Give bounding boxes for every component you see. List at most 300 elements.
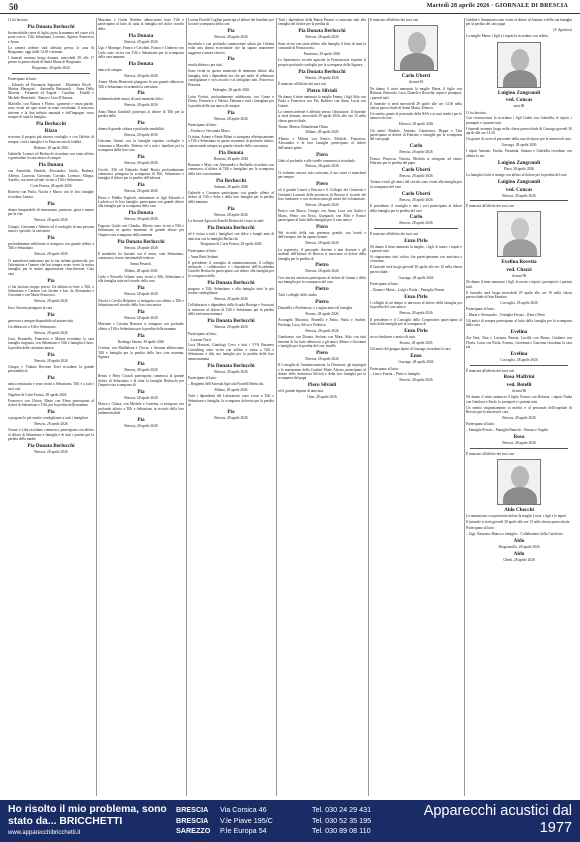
- deceased-name: Pia Donata Berlucchi: [117, 238, 165, 245]
- dateline: Brescia, 28 aprile 2026: [34, 218, 68, 223]
- deceased-name: Pietro: [315, 286, 329, 293]
- notice-text: Cristina, Ariano e Fanie Bilani si stringono affettuosamente a Tilli e Sebastiano in questo momento di profondo dolore, conservando sempre un grande ricordo della cara amica: [188, 134, 274, 148]
- notice-text: Uniti al profondo e alle sorelle commossi a ricordarlo.: [278, 158, 356, 163]
- notice-text: Galdeni e Annamaria sono vicini al dolore di Antonio e della sua famiglia per la perdita del caro papà: [466, 18, 572, 27]
- dateline: Gussago, 28 aprile 2026: [398, 275, 434, 280]
- deceased-name: Pia: [227, 109, 235, 116]
- dateline: Brescia, 28 aprile 2026: [34, 330, 68, 335]
- dateline: Brescia, 28 aprile 2026: [214, 35, 248, 40]
- notice-text: Tutti i dipendenti della Banca Passini si uniscono tutti alla famiglia nel dolore per la perdita di: [278, 18, 366, 27]
- deceased-name: Pia Donata Berlucchi: [298, 68, 346, 75]
- notice-text: I funerali avranno luogo nella chiesa parrocchiale di Gussago giovedì 30 aprile alle ore 14.30.: [466, 126, 572, 136]
- notice-text: – Gigi, Nazzaria, Bianca e famiglia – Collaboratori della Cartoleria: [466, 531, 563, 536]
- deceased-name: Pia Donata Berlucchi: [27, 23, 75, 30]
- location-phone: Tel. 030 24 29 431: [312, 805, 372, 814]
- notice-divider: [470, 365, 568, 366]
- notice-text: Giacomo Girasti con la famiglia esprime cordoglio e vicinanza a Marcello, Roberta ed a tutti i familiari per la scomparsa della loro cara: [98, 139, 184, 153]
- notice-text: Un grazie di cuore al personale della casa di riposo per le amorevoli cure.: [466, 137, 572, 142]
- dateline: Brescia, 28 aprile 2026: [399, 174, 433, 178]
- notice-text: Zia Vera, Tina e Luciana, Renata, Lucilla con Bruno, Giuliano con Flavia, Luisa con Paola, Ernesto, Giovanna e Giacomo ricordano la cara zia: [466, 336, 572, 350]
- notice-text: Ne danno il triste annuncio la moglie Emma, i figli Aldo con Paola e Francesca con Pio, Roberto con Anna, Lucia con Gianni.: [278, 95, 366, 108]
- dateline: Brescia, 28 aprile 2026: [124, 424, 158, 429]
- dateline: anni 86: [513, 104, 525, 109]
- deceased-name: Rosa Malfrini: [503, 374, 535, 381]
- notice-text: Nicola e Cecilia Belpietro si stringono con affetto a Tilli e Sebastiano nel ricordo della loro cara amica: [98, 298, 184, 308]
- dateline: Milano, 28 aprile 2026: [214, 387, 248, 392]
- notice-text: – Edoardo ed Emanuela Signorini · Elisabetta Nicoli · Marina Meregotti · Antonella Bertazzoli · Anna Della Moretta · Fernando ed Angela · Carolina · Fratelli e Michele Bianchetti · Renzo e Lina D'Antona: [8, 82, 94, 100]
- obituary-column-5: [370, 18, 462, 796]
- deceased-name: Pietro Silvioli: [306, 88, 338, 95]
- deceased-name: Pia: [137, 332, 145, 339]
- deceased-name: Pia: [47, 311, 55, 318]
- dateline: Brescia, 28 aprile 2026: [502, 441, 536, 446]
- notice-text: ricevano il proprio più sincero cordoglio e con l'affetto di sempre, con la famiglia e la Franciacorta di fedeltà.: [8, 135, 94, 144]
- deceased-name: Pia Donata Berlucchi: [207, 362, 255, 369]
- notice-text: – Anna Berti Sedinei: [188, 254, 219, 259]
- deceased-name: Pia Donata: [128, 60, 154, 67]
- notice-text: Partecipano al lutto:: [188, 375, 217, 380]
- location-city: BRESCIA: [176, 805, 209, 814]
- notice-text: Romano e Mary con Alessandro e Raffaella ricordano con commosso il dolore di Tilli e famigliari per la scomparsa della loro cara mamma: [188, 162, 274, 176]
- notice-text: Partecipano al lutto:: [188, 248, 217, 253]
- ad-headline: Apparecchi acustici dal 1977: [423, 803, 572, 836]
- location-phone: Tel. 030 52 35 195: [312, 815, 372, 825]
- dateline: Brescia, 28 aprile 2026: [34, 421, 68, 426]
- deceased-name: Evelina: [510, 351, 528, 358]
- notice-text: – Lino e Fausta – Pietro e famiglia: [370, 372, 420, 377]
- notice-text: I funerali avranno luogo domani, mercoledì 29, alle 17 presso la parrocchiale di Santa Maria di Borgonato.: [8, 55, 94, 65]
- obituary-column-2: [98, 18, 184, 796]
- deceased-name: Aldo: [513, 551, 525, 557]
- notice-text: La Società Agricola Fratelli Berlucchi e tutto lo staff: [188, 219, 264, 224]
- notice-text: Partecipano al lutto:: [8, 76, 37, 81]
- dateline: Brescia, 28 aprile 2026: [124, 133, 158, 137]
- notice-text: È mancata all'affetto dei suoi cari: [466, 203, 514, 208]
- dateline: Annia Pesaroti.: [129, 262, 153, 267]
- dateline: Gussago, 28 aprile 2026: [501, 142, 537, 147]
- dateline: Brescia, 28 aprile 2026: [124, 103, 158, 108]
- dateline: Brescia, 28 aprile 2026: [214, 325, 248, 330]
- deceased-name: Pia: [137, 309, 145, 316]
- dateline: Brescia, 28 aprile 2026: [502, 415, 536, 420]
- dateline: di anni 98: [511, 273, 527, 278]
- notice-text: donna insuperabile di entusiasmo, passione, gioia e amore per la vita.: [8, 207, 94, 217]
- obituary-column-4: [278, 18, 366, 796]
- notice-divider: [470, 448, 568, 449]
- dateline: Brescia, 28 aprile 2026: [305, 202, 339, 207]
- notice-text: Ci ha lasciato: [8, 18, 28, 22]
- notice-text: Carlo e Rossella Volante sono vicini a Tilli, Sebastiano e alla famiglia tutta nel ricordo della cara: [98, 275, 184, 284]
- dateline: Brescia, 28 aprile 2026: [305, 328, 339, 333]
- deceased-name: Piero: [316, 151, 328, 158]
- notice-text: È mancato all'affetto dei suoi cari: [370, 231, 419, 236]
- notice-text: Con riconoscenza lo ricordano i figli Giulio con Gabriella, le nipoti, i pronipoti e i parenti tutti.: [466, 116, 572, 125]
- deceased-name: Pia: [137, 360, 145, 367]
- deceased-name: Pia: [47, 234, 55, 241]
- notice-text: Aimee Maria Benavarti piangono la sua grande abbraccio Tilli e Sebastiano ricordando la carissima: [98, 80, 184, 89]
- notice-text: Incredula e con profonda commozione saluta per l'ultima volta una donna eccezionale che ha saputo mantenere saggezza e amore sincero.: [188, 41, 274, 55]
- notice-text: Tiziano e tutti gli amici del circolo sono vicini alla famiglia per la scomparsa del caro: [370, 180, 462, 189]
- location-city: BRESCIA: [176, 815, 209, 825]
- notice-text: Ugo e Monique, Franco e Cecchini, Franco e Umberto con Carlo sono vicini con Tilli e Sebastiano per la scomparsa della cara mamma: [98, 46, 184, 59]
- notice-text: socio fondatore e amico di tutti.: [370, 334, 416, 339]
- notice-text: Partecipano al lutto:: [370, 282, 399, 287]
- notice-text: Il Consiglio di Amministrazione, la Direzione, gli impiegati e le maestranze della Caudari Mode Alessio partecipano al dolore della dottoressa Silvioli e della loro famiglia per la scomparsa del papà: [278, 363, 366, 381]
- dateline: Coccaglio, 28 aprile 2026: [500, 300, 538, 305]
- deceased-name: Pia Donata: [38, 162, 64, 169]
- dateline: Bolzano, 28 aprile 2026: [33, 145, 69, 150]
- deceased-name: ved. Chezzi: [506, 266, 532, 273]
- notice-text: Partecipano al lutto:: [466, 525, 495, 530]
- notice-text: Sono vicini con tanto affetto alla famiglia il lutto di tutta la comunità di Franciacorta.: [278, 41, 366, 51]
- notice-text: ed il grande Lionel e Brescia e il Collegio dei Geometri e Geometri Laureati della provincia di Brescia il ricordo del loro fondatore, e con riconoscenza gli amici del volontariato.: [278, 188, 366, 201]
- notice-text: La camera ardente è allestita presso l'abitazione. Il funerale si terrà domani, mercoledì 29 aprile 2026, alle ore 15 nella chiesa parrocchiale.: [278, 109, 366, 123]
- deceased-name: Evelina Rovetta: [501, 259, 537, 266]
- deceased-name: Pia: [227, 28, 235, 35]
- notice-text: – Famiglia Ferrari – Famiglia Bianchi – Renato e Angela: [466, 428, 548, 433]
- deceased-name: Pia: [47, 200, 55, 207]
- notice-text: Cesare e Lilia ricordano commossi, partecipano con affetto al dolore di Sebastiano e famiglia e di tutti i parenti per la perdita della madre: [8, 428, 94, 441]
- notice-text: ci hai lasciato troppo presto. Un abbraccio forte a Tilli, a Sebastiano e Carmen con Jayden e Ian, da Alessandra e Giovanni e con Marie Francesco.: [8, 284, 94, 298]
- deceased-name: Enzo: [410, 353, 422, 360]
- notice-text: Il funerale si terrà mercoledì 29 aprile alle ore 14.30 nella chiesa parrocchiale di Santa Maria, Erbusco.: [370, 101, 462, 110]
- dateline: Salzano, 28 aprile 2026: [214, 184, 248, 189]
- notice-text: Il mandorlo ho lasciato ora il senso, veni Sebastiano, commosso, tesoro inestimabile tedesco.: [98, 251, 184, 261]
- notice-text: Il presidente e il Consiglio della Cooperativa partecipano al lutto della famiglia per la scomparsa di: [370, 317, 462, 327]
- dateline: Flero, 28 aprile 2026: [503, 166, 535, 171]
- deceased-name: Piero: [316, 181, 328, 188]
- notice-text: Massimo e Giulia Nember abbracciano forte Tilli e partecipano al lutto di tutta la famiglia nel dolce ricordo della: [98, 18, 184, 31]
- ad-url[interactable]: www.apparecchibricchetti.it: [8, 830, 81, 836]
- dateline: Milano, 28 aprile 2026: [305, 130, 339, 135]
- notice-text: Cristina, con Maddalena e Clocio, e Arianna abbracciano Tilli e famiglia per la perdita della loro cara mamma, Signora: [98, 346, 184, 359]
- notice-text: Ci ha lasciato.: [466, 110, 487, 115]
- dateline: Brescia, 28 aprile 2026: [214, 212, 248, 217]
- dateline: Brescia, 28 aprile 2026: [305, 356, 339, 361]
- dateline: Brescia, 28 aprile 2026: [305, 35, 339, 40]
- notice-text: Ne danno il triste annuncio la moglie, i figli, le nuore, i nipoti e i parenti tutti.: [370, 244, 462, 254]
- notice-text: Giorgio e Vidanta Bevione Terzi ricordano la grande personalità di: [8, 365, 94, 374]
- ad-location-row: [176, 805, 406, 816]
- deceased-name: ved. Concas: [505, 186, 533, 193]
- deceased-name: Pia: [137, 90, 145, 97]
- deceased-name: Carlo: [409, 143, 423, 150]
- column-rule: [368, 18, 369, 796]
- location-address: V.le Piave 195/C: [220, 815, 273, 825]
- deceased-name: Pia Berlucchi: [216, 177, 246, 184]
- deceased-name: Enzo Pirlo: [404, 237, 428, 244]
- notice-text: Donatella e Pieldonisio, e i cugini amici di famiglia.: [278, 306, 354, 311]
- notice-text: Partecipano al lutto:: [188, 123, 217, 127]
- notice-text: Francesco con Chiara, Mario con Elena partecipano al dolore di Sebastiano e Tilli, per la perdita della mamma: [8, 398, 94, 407]
- notice-text: ed è vicina a tutti i famigliari con dolce e lunghi anni di amicizia con la famiglia Berlucchi.: [188, 232, 274, 241]
- ad-message: Ho risolto il mio problema, sono stato da... BRICCHETTI: [8, 804, 167, 827]
- deceased-name: Pia: [137, 182, 145, 189]
- column-rule: [276, 18, 277, 796]
- notice-divider: [470, 200, 568, 201]
- dateline: di anni 94: [408, 80, 424, 85]
- notice-text: Il funerale avrà luogo giovedì 30 aprile alle ore 10 nella chiesa parrocchiale.: [370, 265, 462, 274]
- dateline: Brescia, 28 aprile 2026: [124, 245, 158, 250]
- location-address: Via Corsica 46: [220, 805, 267, 814]
- deceased-name: ved. Botelli: [506, 381, 532, 388]
- notice-text: Partecipano al lutto:: [370, 366, 399, 371]
- footer-advertisement[interactable]: [0, 800, 580, 842]
- obituary-column-3: [188, 18, 274, 796]
- deceased-name: Rizzo: [44, 128, 58, 135]
- portrait-photo: [497, 459, 541, 505]
- deceased-name: Carlo Uberti: [401, 190, 431, 197]
- notice-text: Anna Maria Gandolfi partecipa al dolore di Tilli per la perdita della: [98, 109, 184, 119]
- deceased-name: Pia: [47, 408, 55, 415]
- notice-text: I nipoti Antonio, Emilia, Fernanda, Simona e Gabriella ricordano con affetto lo zio: [466, 149, 572, 158]
- deceased-name: Evelina: [510, 329, 528, 336]
- notice-text: Il funerale avrà luogo mercoledì 29 aprile alle ore 10 nella chiesa parrocchiale di San Faustino.: [466, 290, 572, 299]
- notice-text: Ne danno il triste annuncio i figli, le nuore, i nipoti, i pronipoti e i parenti tutti.: [466, 280, 572, 289]
- notice-text: Pietro e Fiddlia Fogliotti, unitamente ai figli Edoardo e Ludovica e le loro famiglie, partecipano con grande dolore alla famiglia per la scomparsa della cara: [98, 195, 184, 209]
- deceased-name: Aldo Checchi: [504, 506, 534, 513]
- deceased-name: Pia Donata Berlucchi: [27, 442, 75, 449]
- notice-text: Gli amici Rinaldo, Antonio, Gianfranco, Beppe e Tina partecipano al dolore di Fabrizio e famiglie per la scomparsa del caro papà: [370, 128, 462, 142]
- dateline: Brescia, 28 aprile 2026: [124, 73, 158, 78]
- notice-text: Tutti i dipendenti del Laboratorio sono vicini a Tilli e Sebastiano e famiglia, la scomparsa dolorosa per la perdita di: [188, 394, 274, 407]
- deceased-name: Pietro: [315, 299, 329, 306]
- deceased-name: Carlo Uberti: [401, 73, 431, 80]
- dateline: Brescia, 28 aprile 2026: [399, 221, 433, 226]
- notice-text: – Maria e Alessandro – Famiglia Ferrari – Rina e Piero: [466, 313, 546, 318]
- notice-text: È mancato all'affetto dei suoi cari: [278, 82, 327, 87]
- deceased-name: Pia Donata Berlucchi: [207, 318, 255, 325]
- notice-text: profondamente addolorati si stringono con grande affetto a Tilli e Sebastiano.: [8, 241, 94, 251]
- dateline: Coccaglio, 28 aprile 2026: [500, 358, 538, 363]
- notice-text: Tutti i colleghi dello studio: [278, 293, 318, 298]
- notice-text: È mancata all'affetto dei suoi cari: [466, 368, 514, 373]
- deceased-name: Pia Donata Berlucchi: [207, 225, 255, 232]
- notice-text: Nel ricordo della sua presenza gentile, sua bontà e dell'esempio che ha saputo donare.: [278, 231, 366, 240]
- notice-text: Marco e Chiara, con Michele e Caterina, si stringono con profondo affetto a Tilli e Sebastiano in ricordo della loro indimenticabile: [98, 402, 184, 416]
- notice-text: Tirano, Matera, Bifanderma Olona: [278, 124, 328, 129]
- portrait-photo: [497, 42, 541, 88]
- notice-text: donna di grande cultura e profonda sensibilità.: [98, 127, 165, 132]
- dateline: di anni 86: [511, 388, 527, 393]
- notice-text: Partecipano al lutto:: [188, 331, 217, 336]
- notice-text: Ne danno il triste annuncio la moglie Maria, il figlio con Roberta, Bernardo, Luca, Daniele e Rossella, nipoti e pronipoti, i parenti tutti.: [370, 86, 462, 100]
- deceased-name: Pietro: [315, 262, 329, 269]
- deceased-name: Aldo: [513, 537, 525, 544]
- dateline: Brescia, 28 aprile 2026: [124, 396, 158, 401]
- page-number: 50: [9, 2, 18, 12]
- deceased-name: Pia Donata Berlucchi: [207, 279, 255, 286]
- notice-text: sentiti abbracci per tutti.: [188, 63, 223, 68]
- deceased-name: Pia: [137, 389, 145, 396]
- column-rule: [96, 18, 97, 796]
- deceased-name: Pia Berlucchi: [36, 120, 66, 127]
- deceased-name: Pia: [227, 205, 235, 212]
- dateline: Gussago, 28 aprile 2026: [398, 360, 434, 365]
- notice-text: Massimo e Cristina Bertozzi si stringono con profondo affetto a Tilli e Sebastiano per la perdita della mamma: [98, 322, 184, 331]
- location-city: SAREZZO: [176, 826, 211, 835]
- dateline: Ghedi, 28 aprile 2026: [503, 558, 535, 562]
- dateline: Brescia, 28 aprile 2026: [305, 241, 339, 246]
- notice-text: ed il grande legame di amicizia.: [278, 389, 324, 394]
- notice-text: Un sentito grazie al personale della RSA e ai suoi medici per le amorevoli cure.: [370, 111, 462, 121]
- quote-attribution: (S. Agostino): [553, 28, 572, 33]
- dateline: Brescia, 28 aprile 2026: [399, 197, 433, 202]
- dateline: Brescia, 28 aprile 2026: [214, 116, 248, 121]
- notice-text: Il funerale si terrà giovedì 30 aprile alle ore 15 nella chiesa parrocchiale.: [466, 519, 571, 524]
- notice-text: Nigoline di Corte Franca, 28 aprile 2026: [8, 392, 67, 397]
- notice-text: Marcello, con Bianca e Flavio, sgomenti e senza parole, sono vicini ad ogni nome in tanta ricordando il trascorso insieme e la Sua infinita umanità e dell'impegno verso sempre di tutta la famiglia.: [8, 101, 94, 119]
- deceased-name: Piero Silvioli: [307, 382, 337, 389]
- dateline: Brescia, 28 aprile 2026: [399, 311, 433, 316]
- notice-text: Lo Spaventoso società agricola in Franciacorta esprime il proprio profondo cordoglio per la scomparsa della Signora: [278, 58, 366, 67]
- notice-text: Enrico con Marco, Giorgio con Anna, Luca con Giulia e Marta, Pietro con Erica, Gianpaolo con Miri e Franco partecipano al lutto della famiglia per il caro amico: [278, 209, 366, 223]
- dateline: Corte Franca, 28 aprile 2026: [30, 184, 72, 189]
- notice-text: e porgono le più sentite condoglianze a tutti i famigliari.: [8, 415, 89, 420]
- notice-text: Alberto e Milena con Enrico, Michele, Francesca, Alessandra e le loro famiglie partecipano al dolore dell'amato padre.: [278, 136, 366, 150]
- dateline: Padenghe, 28 aprile 2026: [212, 88, 250, 93]
- notice-text: indimenticabile amica di tanti momenti felici.: [98, 97, 164, 102]
- dateline: Brescia, 28 aprile 2026: [124, 189, 158, 194]
- notice-text: La camera ardente sarà allestita presso la casa di Borgonato, oggi dalle 14.30 e domani.: [8, 45, 94, 55]
- notice-text: La famiglia Gatti si stringe con affetto al dolore per la perdita del caro: [466, 173, 567, 178]
- ad-location-row: [176, 816, 406, 827]
- deceased-name: Rosa: [513, 434, 525, 441]
- deceased-name: Pia: [47, 277, 55, 284]
- notice-text: Sono vicini in questo momento di immenso dolore alla famiglia, tutti i dipendenti ora che per molti di affettuose condoglianze e vivo ascolto e ai famigliari tutti. Francesco Pezzotta.: [188, 69, 274, 87]
- notice-text: generosa e sempre disponibile ad aiutare tutti.: [8, 318, 74, 323]
- dateline: Rovato, 28 aprile 2026: [399, 340, 433, 345]
- notice-divider: [374, 228, 458, 229]
- dateline: Rodengo Saiano, 28 aprile 2026: [117, 339, 165, 344]
- notice-text: Ina e Antonio piangono la cara: [8, 305, 53, 310]
- notice-text: Franco, Pinuccia, Vittoria, Michela si stringono ad amico Fabrizio per la perdita del papà: [370, 156, 462, 166]
- deceased-name: ved. Concas: [505, 97, 533, 104]
- dateline: Brescia, 28 aprile 2026: [214, 369, 248, 374]
- notice-text: Fagozzo Guido con Claudia, Alberto sono vicini a Tilli e Sebastiano in questo momento di grande dolore per l'improvvisa scomparsa della mamma: [98, 223, 184, 237]
- deceased-name: Piero: [316, 224, 328, 230]
- obituary-column-1: [8, 18, 94, 796]
- notice-text: – Teodoro e Giovanna Mossi: [188, 128, 230, 133]
- notice-text: Giorgio, Giovanna e Alberto ed il cordoglio di una persona unica e speciale, la carissima: [8, 224, 94, 233]
- deceased-name: Piero: [316, 349, 328, 356]
- dateline: Milano, 28 aprile 2026: [124, 268, 158, 273]
- column-rule: [464, 18, 465, 796]
- dateline: Brescia, 28 aprile 2026: [305, 164, 339, 169]
- notice-text: – Borghetti dell'Azienda Agricola Franelli Berlucchi.: [188, 381, 265, 386]
- dateline: Brescia, 28 aprile 2026: [34, 299, 68, 304]
- notice-text: Ci vedremo ancora, mio carissimo, il tuo cuore ci mancherà per sempre.: [278, 170, 366, 180]
- deceased-name: Pia: [227, 56, 235, 63]
- obituary-column-6: [466, 18, 572, 796]
- deceased-name: Carlo: [409, 214, 423, 221]
- notice-text: La moglie Maria, i figli e i nipoti lo ricordano con affetto.: [466, 34, 550, 39]
- dateline: Brescia, 28 aprile 2026: [305, 269, 339, 274]
- notice-text: Lo annunciano con profondo dolore la moglie Lucia, i figli e le nipoti.: [466, 513, 567, 518]
- deceased-name: Carlo Uberti: [401, 167, 431, 173]
- notice-text: porgono a Tilli, Sebastiano e alla famiglia tutte le più sentite condoglianze.: [188, 286, 274, 296]
- dateline: Brescia, 28 aprile 2026: [34, 358, 68, 363]
- notice-text: Partecipano al lutto:: [466, 307, 495, 312]
- notice-text: Gli amici di sempre partecipano al lutto della famiglia per la scomparsa della cara: [466, 319, 572, 328]
- dateline: Brescia, 28 aprile 2026: [214, 415, 248, 420]
- dateline: Bornato, 28 aprile 2026: [213, 156, 249, 161]
- notice-text: Partecipano al lutto:: [466, 422, 495, 427]
- deceased-name: Luigino Zangrandi: [497, 89, 541, 96]
- deceased-name: Pia: [137, 417, 145, 424]
- notice-text: Renzo e Betty Cossali partecipano commossi al grande dolore di Sebastiano e di tutta la famiglia Berlucchi per l'improvvisa scomparsa di: [98, 374, 184, 388]
- dateline: Brescia, 28 aprile 2026: [399, 378, 433, 383]
- location-phone: Tel. 030 89 08 110: [312, 826, 371, 835]
- dateline: Brescia, 28 aprile 2026: [124, 292, 158, 297]
- notice-text: Roberto con Paola, Nicola e Marco con le loro famiglie ricordano l'amica: [8, 190, 94, 199]
- portrait-photo: [497, 211, 541, 257]
- deceased-name: Pia Donata: [128, 32, 154, 39]
- deceased-name: Pia: [227, 408, 235, 415]
- dateline: Passirano, 28 aprile 2026: [303, 52, 341, 57]
- deceased-name: Enzo Pirlo: [404, 293, 428, 300]
- dateline: Ome, 28 aprile 2026: [307, 395, 337, 400]
- ad-locations: [176, 805, 406, 837]
- notice-text: La segreteria, il personale docente e non docente e gli studenti dell'Istituto di Brescia si associano al dolore della famiglia per la perdita di: [278, 247, 366, 261]
- notice-text: Gabriele e Costanza partecipano con grande affetto al dolore di Tilli e Seba e della loro famiglia per la perdita della mamma: [188, 191, 274, 204]
- dateline: Brescia, 28 aprile 2026: [399, 150, 433, 155]
- notice-text: con Antonella, Daniela, Alessandra, Guido, Barbara, Alberto, Lucrezia, Giovanni, Corrado, Lorenzo, Allegra, Aurelio, ora unite ad tutti vicino a Tilli e Sebastiano.: [8, 169, 94, 183]
- notice-text: È mancato all'affetto dei suoi cari: [370, 18, 419, 22]
- notice-text: Gabriella Lorenzi ed Berlucchi ricordano con tanto affetto e gratitudine la cara amica di sempre.: [8, 152, 94, 161]
- notice-text: Cecchi, Elfi ed Eduardo Sabel Bestia profondamente commossi, piangono la scomparsa di Tilli, Sebastiano e famiglia il dolore per la perdita dell'adorata: [98, 167, 184, 181]
- dateline: Borgonato di Corte Franca, 28 aprile 2026: [200, 242, 262, 247]
- deceased-name: Pia Donata Berlucchi: [298, 28, 346, 35]
- notice-text: Con sincera amicizia partecipano al dolore di Gianni e della sua famiglia per la scomparsa del caro: [278, 275, 366, 285]
- dateline: Brescia, 28 aprile 2026: [124, 39, 158, 44]
- portrait-photo: [394, 25, 438, 71]
- deceased-name: Pia: [47, 351, 55, 358]
- dateline: Borgonato, 28 aprile 2026: [32, 66, 70, 71]
- dateline: Brescia, 28 aprile 2026: [502, 193, 536, 198]
- notice-text: Luca Moruzzi, Gianluigi Corvi e tutti i VVS Business Consulting sono vicini con affetto e stima a Tilli e Sebastiano e alla sua famiglia per la perdita della loro amata mamma: [188, 343, 274, 361]
- notice-text: Un sentito ringraziamento ai medici e al personale dell'ospedale di Brescia per le amorevoli cure.: [466, 405, 572, 415]
- dateline: Brescia, 28 aprile 2026: [34, 449, 68, 454]
- deceased-name: Pia: [137, 154, 145, 161]
- deceased-name: Enzo Pirlo: [404, 327, 428, 334]
- notice-text: I colleghi di un tempo si uniscono al dolore della famiglia per la perdita del caro amico.: [370, 300, 462, 310]
- date-section: Martedì 28 aprile 2026 · GIORNALE DI BRESCIA: [426, 3, 568, 9]
- notice-text: Ci mancherai tantissimo per la tua infinita generosità, per l'attenzione e l'amore che hai sempre avuto verso la nostra famiglia, per le nostre appassionate chiacchierate. Ciao cara: [8, 258, 94, 276]
- notice-text: Gianfranco con Donata, Stefano con Mara, Aldo con tutti insieme di lui forte abbraccio a gli amici Albino e Giovanni e famiglie per la perdita del caro fratello: [278, 335, 366, 348]
- deceased-name: Pia Donata: [128, 210, 154, 217]
- dateline: Brescia, 28 aprile 2026: [34, 252, 68, 257]
- notice-text: Un abbraccio a Tilli e Sebastiano.: [8, 324, 57, 329]
- notice-text: Gli amici del gruppo alpini di Gussago ricordano il caro: [370, 347, 451, 352]
- notice-text: Arcangelo Maurizio, Brunella e Fabio, Paola e Andrea, Pierluigi, Luca, Silvio e Federica.: [278, 318, 366, 327]
- notice-divider: [12, 73, 90, 74]
- location-address: P.le Europa 54: [220, 826, 267, 835]
- dateline: Brescia, 28 aprile 2026: [214, 297, 248, 302]
- notice-text: Ne danno il triste annuncio il figlio Franco con Roberta, i nipoti Nadia con Gianluca e Paolo, le pronipoti e i parenti tutti.: [466, 395, 572, 404]
- dateline: Brescia, 28 aprile 2026: [124, 217, 158, 222]
- notice-text: – Gianni e Marta – Luigi e Paola – Famiglia Ferrari: [370, 288, 445, 292]
- column-rule: [186, 18, 187, 796]
- notice-text: Inconsolabile cuore di figlio, porta la mamma nel cuore e la porta con se. Tilli, Sebastiano, Lorenzo, Agnese, Francesco e Jason.: [8, 30, 94, 44]
- dateline: Brescia, 28 aprile 2026: [305, 75, 339, 80]
- dateline: Brescia, 28 aprile 2026: [124, 161, 158, 166]
- dateline: Brescia, 28 aprile 2026: [124, 367, 158, 372]
- dateline: Erbusco, 28 aprile 2026: [398, 122, 434, 127]
- deceased-name: Luigino Zangrandi: [497, 179, 541, 185]
- deceased-name: Pia Donata: [218, 149, 244, 156]
- dateline: Borgosatollo, 28 aprile 2026: [498, 544, 540, 549]
